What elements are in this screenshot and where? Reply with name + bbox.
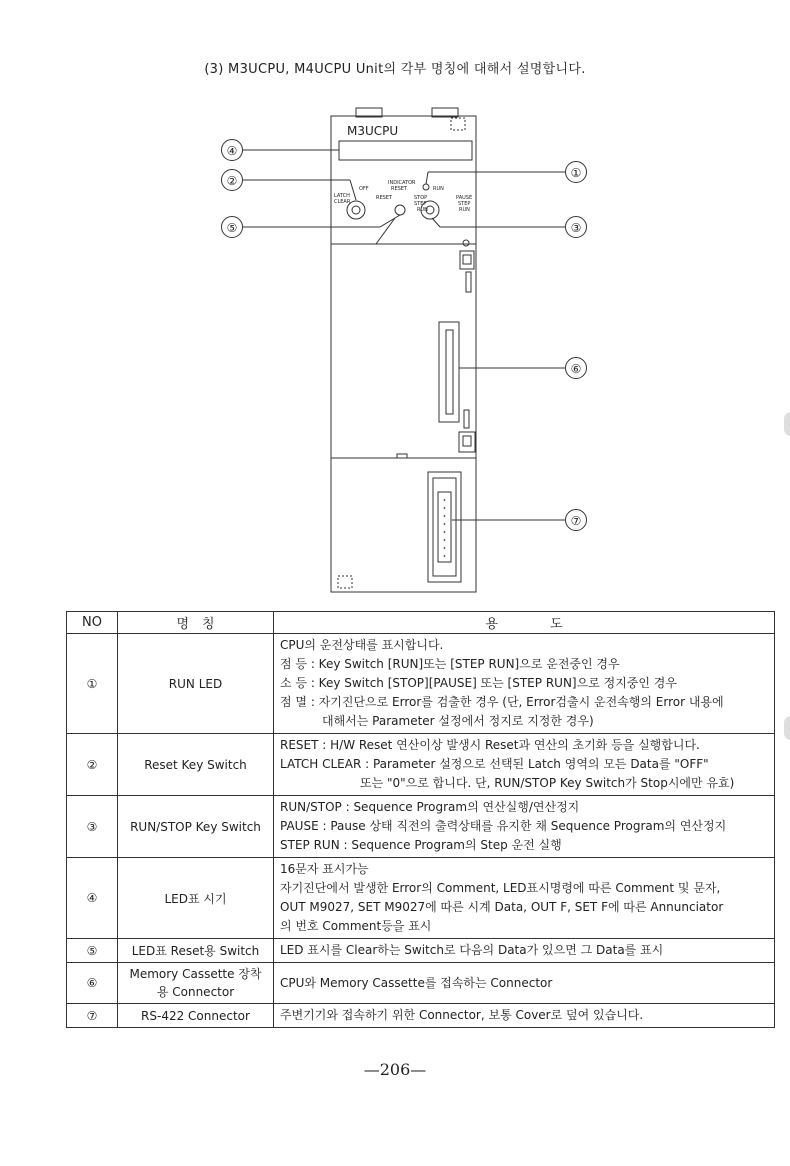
step-label-left: STEP [414, 201, 427, 207]
header-name: 명 칭 [118, 612, 274, 634]
header-use: 용 도 [274, 612, 775, 634]
binding-hole-mark [784, 716, 790, 740]
step-label-right: STEP [458, 201, 471, 207]
indicator-label: INDICATOR [388, 180, 416, 186]
page-number: —206— [363, 1060, 427, 1079]
callout-4: ④ [221, 139, 243, 161]
page-heading: (3) M3UCPU, M4UCPU Unit의 각부 명칭에 대해서 설명합니다. [204, 62, 586, 77]
step-run-label-right: RUN [459, 207, 470, 213]
table-row [67, 963, 775, 1004]
latch-label: LATCH [334, 193, 350, 199]
table-row [67, 796, 775, 858]
row-no: ③ [67, 796, 118, 858]
table-row [67, 734, 775, 796]
led-reset-button [395, 205, 405, 215]
row-use: RESET : H/W Reset 연산이상 발생시 Reset과 연산의 초기화 등을 실행합니다. LATCH CLEAR : Parameter 설정으로 선택된 Latch 영역의 모든 Data를 "OFF" 또는 "0"으로 합니다. 단, RUN/STOP Key Switch가 Stop시에만 유효) [274, 734, 775, 796]
indicator-reset-label: RESET [391, 186, 408, 192]
row-name: LED표 Reset용 Switch [118, 939, 274, 963]
binding-hole-mark [784, 412, 790, 436]
memory-cassette-connector [439, 322, 459, 422]
row-name: RUN/STOP Key Switch [118, 796, 274, 858]
table-header-row [67, 612, 775, 634]
row-use: LED 표시를 Clear하는 Switch로 다음의 Data가 있으면 그 Data를 표시 [274, 939, 775, 963]
row-name: RUN LED [118, 634, 274, 734]
reset-switch-label: RESET [376, 195, 393, 201]
led-display-window [339, 141, 472, 160]
run-label: RUN [433, 186, 444, 192]
row-use: 16문자 표시가능 자기진단에서 발생한 Error의 Comment, LED표시명령에 따른 Comment 및 문자, OUT M9027, SET M9027에 따른 시계 Data, OUT F, SET F에 따른 Annunciator 의 번호 Comment등을 표시 [274, 858, 775, 939]
callout-7: ⑦ [565, 509, 587, 531]
row-use: CPU의 운전상태를 표시합니다. 점 등 : Key Switch [RUN]또는 [STEP RUN]으로 운전중인 경우 소 등 : Key Switch [STOP][PAUSE] 또는 [STEP RUN]으로 정지중인 경우 점 멸 : 자기진단으로 Error를 검출한 경우 (단, Error검출시 운전속행의 Error 내용에 대해서는 Parameter 설정에서 정지로 지정한 경우) [274, 634, 775, 734]
row-name: LED표 시기 [118, 858, 274, 939]
table-row [67, 858, 775, 939]
off-label: OFF [359, 186, 369, 192]
table-row [67, 939, 775, 963]
callout-5: ⑤ [221, 216, 243, 238]
row-no: ⑦ [67, 1004, 118, 1028]
callout-2: ② [221, 169, 243, 191]
parts-description-table [66, 611, 775, 1028]
row-name: Memory Cassette 장착용 Connector [118, 963, 274, 1004]
row-name: Reset Key Switch [118, 734, 274, 796]
run-led [423, 184, 429, 190]
table-row [67, 634, 775, 734]
row-no: ② [67, 734, 118, 796]
clear-label: CLEAR [334, 199, 351, 205]
row-use: 주변기기와 접속하기 위한 Connector, 보통 Cover로 덮여 있습니다. [274, 1004, 775, 1028]
unit-label: M3UCPU [347, 124, 399, 138]
row-no: ④ [67, 858, 118, 939]
row-no: ⑤ [67, 939, 118, 963]
callout-3: ③ [565, 216, 587, 238]
row-use: CPU와 Memory Cassette를 접속하는 Connector [274, 963, 775, 1004]
header-no: NO [67, 612, 118, 634]
callout-6: ⑥ [565, 357, 587, 379]
row-no: ① [67, 634, 118, 734]
step-run-label-left: RUN [417, 207, 428, 213]
callout-1: ① [565, 161, 587, 183]
row-use: RUN/STOP : Sequence Program의 연산실행/연산정지 PAUSE : Pause 상태 직전의 출력상태를 유지한 채 Sequence Program의 연산정지 STEP RUN : Sequence Program의 Step 운전 실행 [274, 796, 775, 858]
stop-label: STOP [414, 195, 428, 201]
row-name: RS-422 Connector [118, 1004, 274, 1028]
row-no: ⑥ [67, 963, 118, 1004]
table-row [67, 1004, 775, 1028]
pause-label: PAUSE [456, 195, 473, 201]
